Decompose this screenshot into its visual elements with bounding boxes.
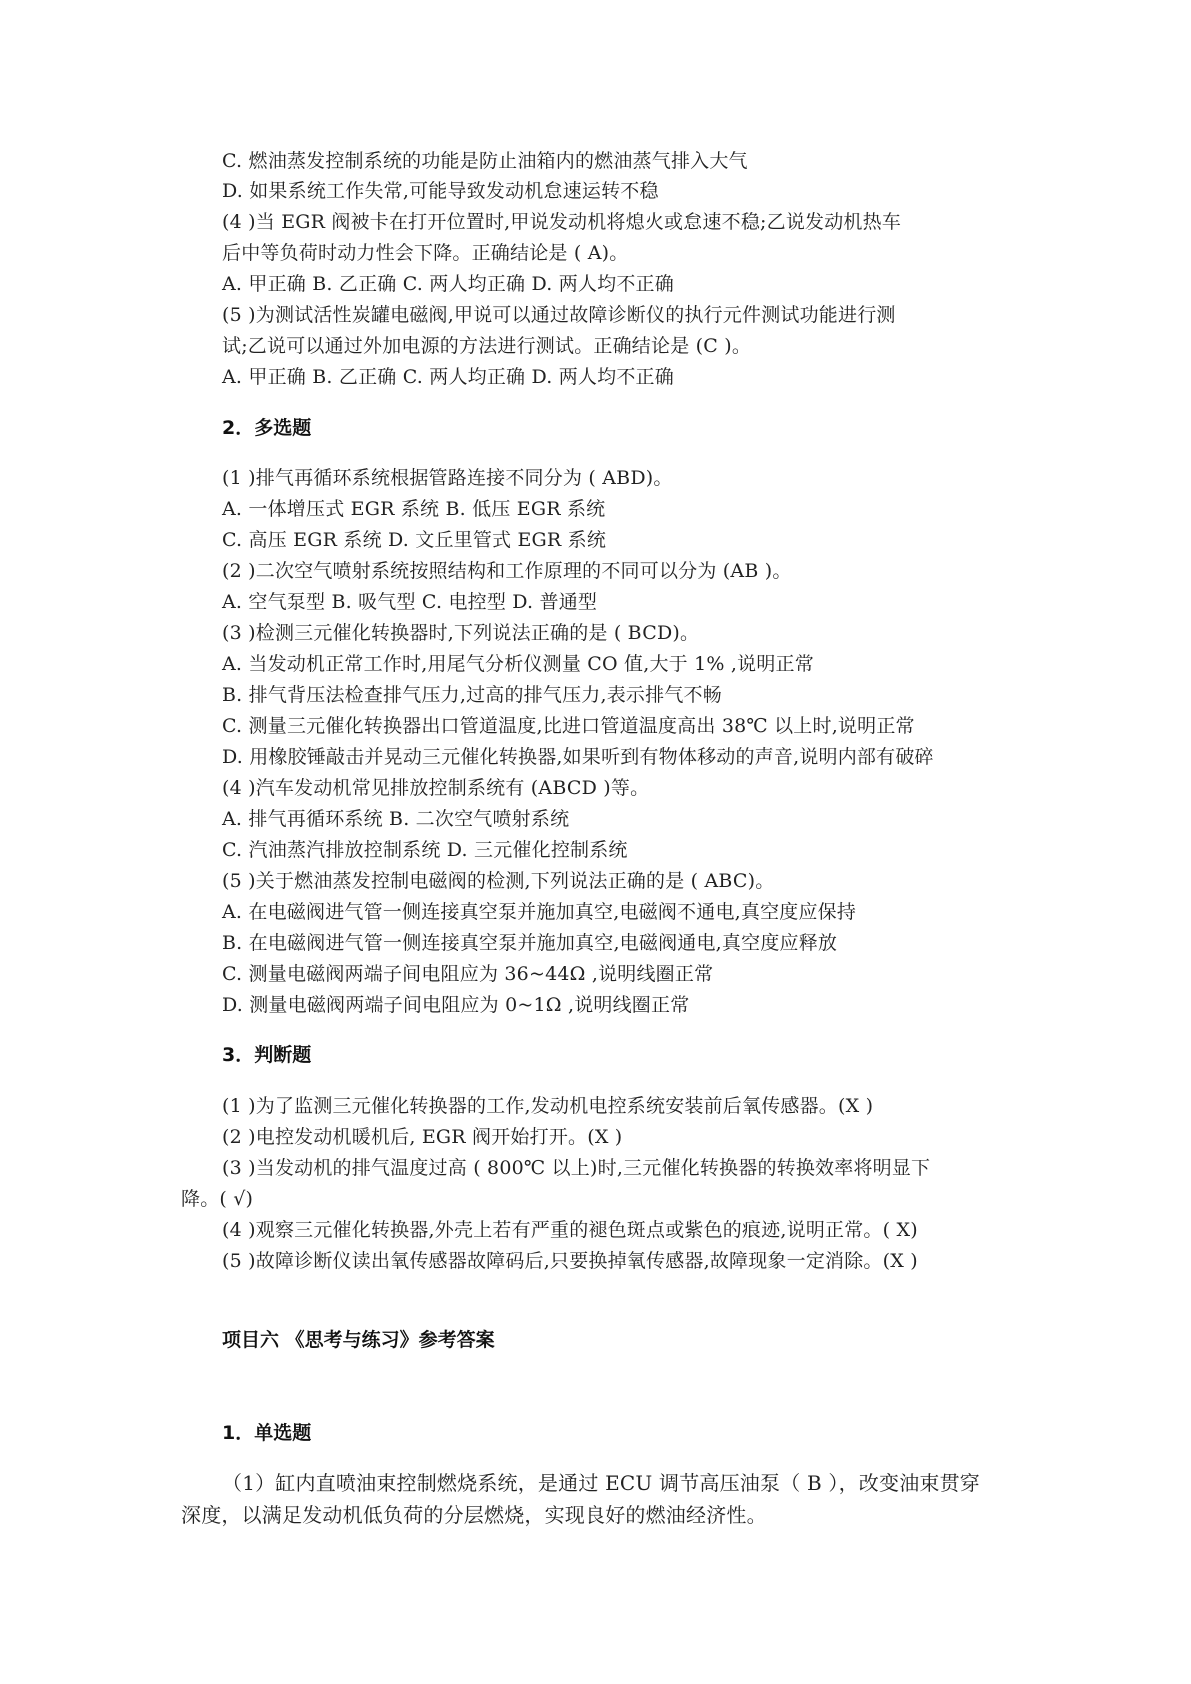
multi-question-5: (5 )关于燃油蒸发控制电磁阀的检测,下列说法正确的是 ( ABC)。 [222,870,775,892]
multi-question-3-option-c: C. 测量三元催化转换器出口管道温度,比进口管道温度高出 38℃ 以上时,说明正常 [222,715,915,737]
multi-question-2-options: A. 空气泵型 B. 吸气型 C. 电控型 D. 普通型 [222,591,598,613]
multi-question-5-option-a: A. 在电磁阀进气管一侧连接真空泵并施加真空,电磁阀不通电,真空度应保持 [222,901,857,923]
multi-question-1-options-cd: C. 高压 EGR 系统 D. 文丘里管式 EGR 系统 [222,529,607,551]
multi-question-4-options-cd: C. 汽油蒸汽排放控制系统 D. 三元催化控制系统 [222,839,628,861]
multi-question-3-option-d: D. 用橡胶锤敲击并晃动三元催化转换器,如果听到有物体移动的声音,说明内部有破碎 [222,746,934,768]
multi-question-5-option-b: B. 在电磁阀进气管一侧连接真空泵并施加真空,电磁阀通电,真空度应释放 [222,932,838,954]
section-6-question-1-line-1: （1）缸内直喷油束控制燃烧系统，是通过 ECU 调节高压油泵（ B ），改变油束贯穿 [222,1471,981,1495]
question-5-line-2: 试;乙说可以通过外加电源的方法进行测试。正确结论是 (C )。 [222,335,752,357]
multi-choice-heading: 2．多选题 [222,417,312,439]
multi-question-4: (4 )汽车发动机常见排放控制系统有 (ABCD )等。 [222,777,650,799]
tf-question-3-line-1: (3 )当发动机的排气温度过高 ( 800℃ 以上)时,三元催化转换器的转换效率将明显下 [222,1157,931,1179]
tf-question-5: (5 )故障诊断仪读出氧传感器故障码后,只要换掉氧传感器,故障现象一定消除。(X ) [222,1250,918,1272]
question-4-line-1: (4 )当 EGR 阀被卡在打开位置时,甲说发动机将熄火或怠速不稳;乙说发动机热车 [222,211,902,233]
tf-question-1: (1 )为了监测三元催化转换器的工作,发动机电控系统安装前后氧传感器。(X ) [222,1095,874,1117]
multi-question-3-option-a: A. 当发动机正常工作时,用尾气分析仪测量 CO 值,大于 1% ,说明正常 [222,653,814,675]
multi-question-1: (1 )排气再循环系统根据管路连接不同分为 ( ABD)。 [222,467,673,489]
tf-question-3-line-2: 降。( √) [181,1188,254,1210]
multi-question-4-options-ab: A. 排气再循环系统 B. 二次空气喷射系统 [222,808,570,830]
tf-question-2: (2 )电控发动机暖机后, EGR 阀开始打开。(X ) [222,1126,623,1148]
multi-question-3-option-b: B. 排气背压法检查排气压力,过高的排气压力,表示排气不畅 [222,684,722,706]
question-4-options: A. 甲正确 B. 乙正确 C. 两人均正确 D. 两人均不正确 [222,273,674,295]
q3-option-c: C. 燃油蒸发控制系统的功能是防止油箱内的燃油蒸气排入大气 [222,150,748,172]
section-6-single-choice-heading: 1．单选题 [222,1422,312,1444]
multi-question-5-option-c: C. 测量电磁阀两端子间电阻应为 36~44Ω ,说明线圈正常 [222,963,714,985]
multi-question-1-options-ab: A. 一体增压式 EGR 系统 B. 低压 EGR 系统 [222,498,606,520]
tf-question-4: (4 )观察三元催化转换器,外壳上若有严重的褪色斑点或紫色的痕迹,说明正常。( X) [222,1219,918,1241]
section-6-question-1-line-2: 深度，以满足发动机低负荷的分层燃烧，实现良好的燃油经济性。 [181,1503,767,1527]
question-4-line-2: 后中等负荷时动力性会下降。正确结论是 ( A)。 [222,242,629,264]
q3-option-d: D. 如果系统工作失常,可能导致发动机怠速运转不稳 [222,180,659,202]
true-false-heading: 3．判断题 [222,1044,312,1066]
multi-question-5-option-d: D. 测量电磁阀两端子间电阻应为 0~1Ω ,说明线圈正常 [222,994,690,1016]
multi-question-3: (3 )检测三元催化转换器时,下列说法正确的是 ( BCD)。 [222,622,700,644]
section-6-title: 项目六 《思考与练习》参考答案 [222,1329,495,1351]
question-5-line-1: (5 )为测试活性炭罐电磁阀,甲说可以通过故障诊断仪的执行元件测试功能进行测 [222,304,896,326]
question-5-options: A. 甲正确 B. 乙正确 C. 两人均正确 D. 两人均不正确 [222,366,674,388]
multi-question-2: (2 )二次空气喷射系统按照结构和工作原理的不同可以分为 (AB )。 [222,560,792,582]
